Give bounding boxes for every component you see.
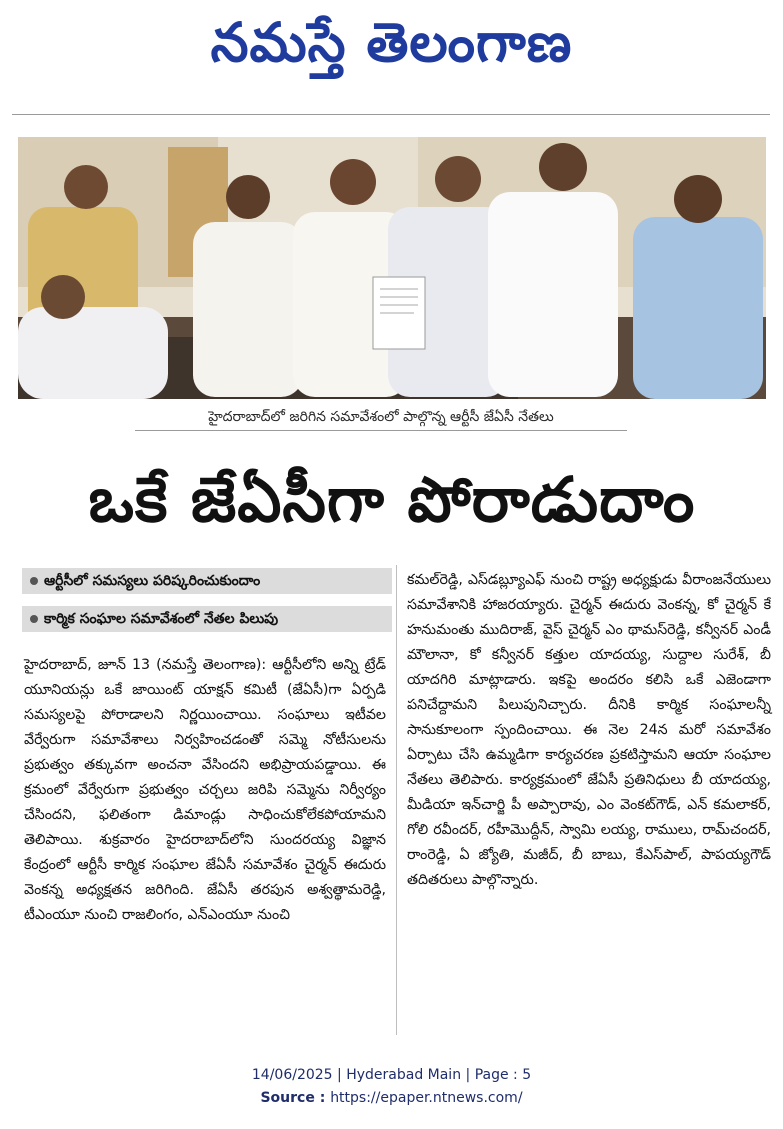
article-body-right-column: కమల్‌రెడ్డి, ఎస్‌డబ్ల్యూఎఫ్ నుంచి రాష్ట్ర అధ్యక్షుడు వీరాంజనేయులు సమావేశానికి హాజరయ్యారు. చైర్మన్ ఈదురు వెంకన్న, కో చైర్మన్ కే హనుమంతు ముదిరాజ్, వైస్ చైర్మన్ ఎం థామస్‌రెడ్డి, కన్వీనర్ ఎండీ మౌలానా, కో కన్వీనర్ కత్తుల యాదయ్య, సుద్దాల సురేశ్, బీ యాదగిరి మాట్లాడారు. ఇకపై అందరం కలిసి ఒకే ఎజెండాగా పనిచేద్దామని పిలుపునిచ్చారు. దీనికి కార్మిక సంఘాలన్నీ సానుకూలంగా స్పందించాయి. ఈ నెల 24న మరో సమావేశం ఏర్పాటు చేసి ఉమ్మడిగా కార్యచరణ ప్రకటిస్తామని ఆయా సంఘాల నేతలు తెలిపారు. కార్యక్రమంలో జేఏసీ ప్రతినిధులు బీ యాదయ్య, మీడియా ఇన్‌చార్జి పీ అప్పారావు, ఎం వెంకట్‌గౌడ్, ఎన్ కమలాకర్, గోలి రవీందర్, రహీమొద్దీన్, స్వామి లయ్య, రాములు, రామ్‌చందర్, రాంరెడ్డి, ఏ జ్యోతి, మజీద్, బీ బాబు, కేఎస్‌పాల్, పాపయ్యగౌడ్ తదితరులు పాల్గొన్నారు. (407, 572, 771, 888)
news-photo-illustration (18, 137, 766, 399)
subhead-2 (22, 606, 392, 632)
news-photo (18, 137, 766, 399)
subhead-1 (22, 568, 392, 594)
masthead-logo: నమస్తే తెలంగాణ (210, 11, 573, 74)
photo-caption: హైదరాబాద్‌లో జరిగిన సమావేశంలో పాల్గొన్న ఆర్టీసీ జేఏసీ నేతలు (135, 404, 627, 431)
edition-line: 14/06/2025 | Hyderabad Main | Page : 5 (251, 1067, 532, 1083)
source-label: Source : (260, 1090, 331, 1106)
bullet-icon (30, 615, 38, 623)
source-link[interactable]: https://epaper.ntnews.com/ (330, 1090, 523, 1106)
source-line (0, 1090, 783, 1106)
article-headline: ఒకే జేఏసీగా పోరాడుదాం (88, 463, 696, 536)
article-body-left-column: హైదరాబాద్, జూన్ 13 (నమస్తే తెలంగాణ): ఆర్టీసీలోని అన్ని ట్రేడ్ యూనియన్లు ఒకే జాయింట్ యాక్షన్ కమిటీ (జేఏసీ)గా ఏర్పడి సమస్యలపై పోరాడాలని నిర్ణయించాయి. సంఘాలు ఇటీవల వేర్వేరుగా సమావేశాలు నిర్వహించడంతో సమ్మె నోటీసులను ప్రభుత్వం తక్కువగా అంచనా వేసిందని అభిప్రాయపడ్డాయి. ఈ క్రమంలో వేర్వేరుగా ప్రభుత్వం చర్చలు జరిపి సమ్మెను నిర్వీర్యం చేసిందని, ఫలితంగా డిమాండ్లు సాధించుకోలేకపోయామని తెలిపాయి. శుక్రవారం హైదరాబాద్‌లోని సుందరయ్య విజ్ఞాన కేంద్రంలో ఆర్టీసీ కార్మిక సంఘాల జేఏసీ సమావేశం చైర్మన్ ఈదురు వెంకన్న అధ్యక్షతన జరిగింది. జేఏసీ తరపున అశ్వత్థామరెడ్డి, టీఎంయూ నుంచి రాజలింగం, ఎన్ఎంయూ నుంచి (24, 657, 386, 923)
bullet-icon (30, 577, 38, 585)
column-divider (396, 565, 397, 1035)
subhead-text: ఆర్టీసీలో సమస్యలు పరిష్కరించుకుందాం (44, 573, 261, 589)
masthead-divider (12, 114, 770, 115)
subhead-text: కార్మిక సంఘాల సమావేశంలో నేతల పిలుపు (44, 611, 279, 627)
masthead (0, 0, 783, 90)
